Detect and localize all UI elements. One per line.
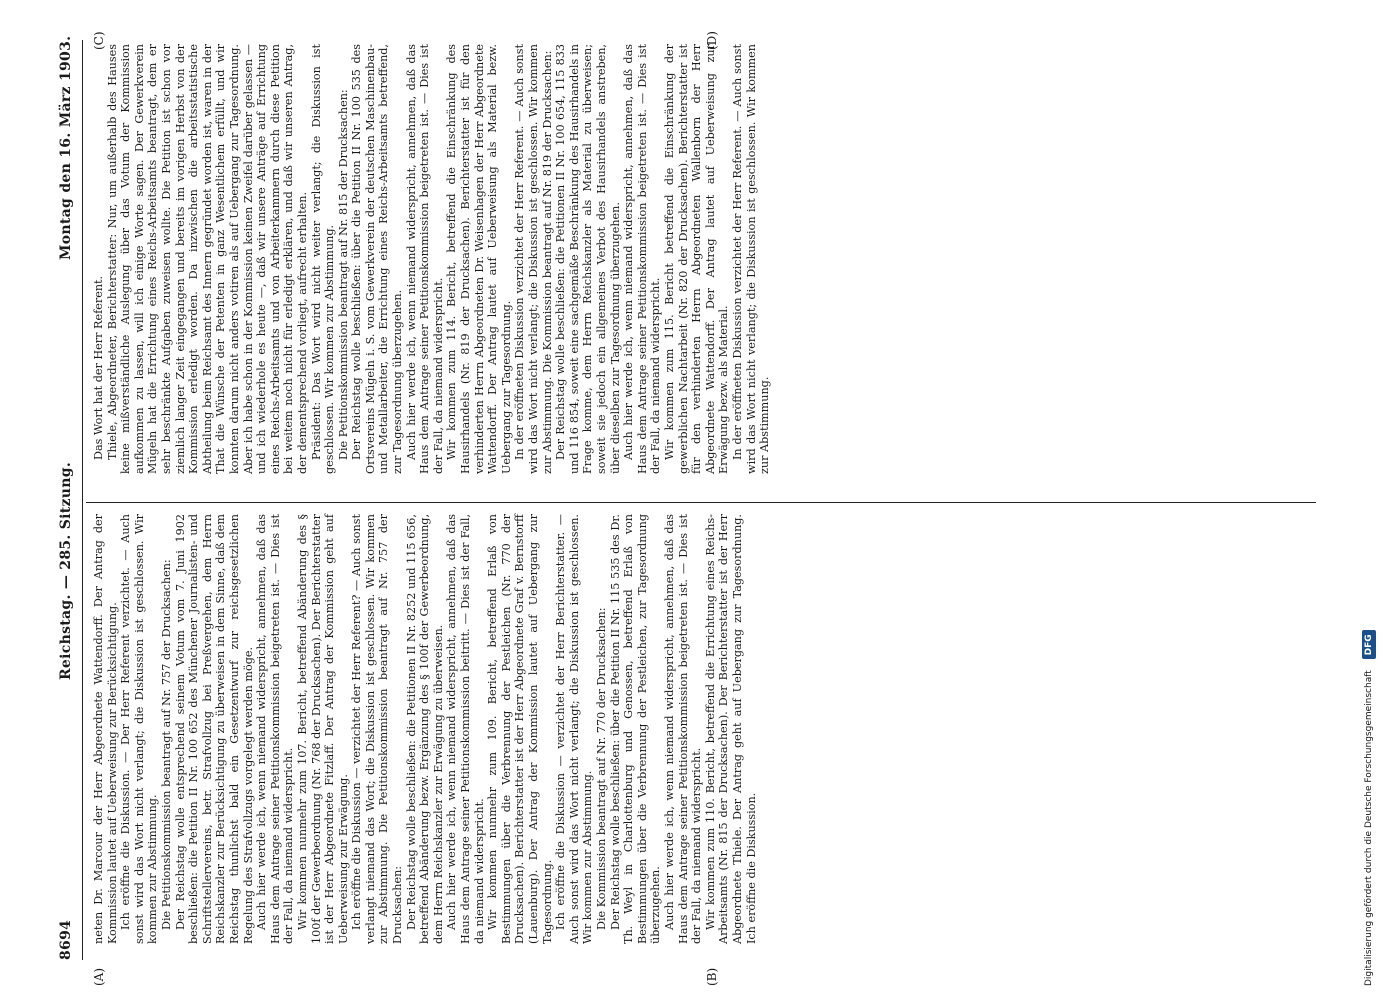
paragraph: Wir kommen nunmehr zum 107. Bericht, betreffend Abänderung des § 100f der Gewerbeordnung (Nr. 768 der Drucksachen). Der Berichterstatter ist der Herr Abgeordnete Fitzlaff. Der Antrag der Kommission geht auf Ueberweisung zur Erwägung. [295,514,350,944]
digitization-credit [1358,0,1380,1000]
paragraph: Die Petitionskommission beantragt auf Nr. 815 der Drucksachen: [336,89,350,460]
paragraph: Der Reichstag wolle entsprechend seinem Votum vom 7. Juni 1902 beschließen: die Petition II Nr. 100 652 des Münchener Journalisten- und Schriftstellervereins, betr. Strafvollzug bei Preßvergehen, dem Herrn Reichskanzler zur Berücksichtigung zu überweisen in dem Sinne, daß dem Reichstag thunlichst bald ein Gesetzentwurf zur reichsgesetzlichen Regelung des Strafvollzugs vorgelegt werden möge. [173,514,255,944]
paragraph: Wir kommen nunmehr zum 109. Bericht, betreffend Erlaß von Bestimmungen über die Verbrennung der Pestleichen (Nr. 770 der Drucksachen). Berichterstatter ist der Herr Abgeordnete Graf v. Bernstorff (Lauenburg). Der Antrag der Kommission lautet auf Uebergang zur Tagesordnung. [486,514,554,944]
paragraph: Der Reichstag wolle beschließen: die Petitionen II Nr. 100 654, 115 833 und 116 854, soweit eine sachgemäße Beschränkung des Hausirhandels in Frage komme, dem Herrn Reichskanzler als Material zu überweisen; soweit sie jedoch ein allgemeines Verbot des Hausirhandels anstreben, über dieselben zur Tagesordnung überzugehen. [554,44,622,474]
paragraph: Auch hier werde ich, wenn niemand widerspricht, annehmen, daß das Haus dem Antrage seiner Petitionskommission beigetreten ist. — Dies ist der Fall, da niemand widerspricht. [622,44,663,474]
column-divider [86,502,1316,503]
paragraph: Auch hier werde ich, wenn niemand widerspricht, annehmen, daß das Haus dem Antrage seiner Petitionskommission beigetreten ist. — Dies ist der Fall, da niemand widerspricht. [404,44,445,474]
paragraph: neten Dr. Marcour der Herr Abgeordnete Wattendorff. Der Antrag der Kommission lautet auf Ueberweisung zur Berücksichtigung. [92,514,119,944]
paragraph: Ich eröffne die Diskussion — verzichtet der Herr Berichterstatter. — Auch sonst wird das Wort nicht verlangt; die Diskussion ist geschlossen. Wir kommen zur Abstimmung. [554,514,595,944]
paragraph: Auch hier werde ich, wenn niemand widerspricht, annehmen, daß das Haus dem Antrage seiner Petitionskommission beigetreten ist. — Dies ist der Fall, da niemand widerspricht. [662,514,704,944]
paragraph: Das Wort hat der Herr Referent. [92,275,105,460]
margin-marker-b: (B) [705,967,719,986]
paragraph: In der eröffneten Diskussion verzichtet der Herr Referent. — Auch sonst wird das Wort nicht verlangt; die Diskussion ist geschlossen. Wir kommen zur Abstimmung. [730,44,772,474]
paragraph: Der Reichstag wolle beschließen: die Petitionen II Nr. 8252 und 115 656, betreffend Abänderung bezw. Ergänzung des § 100f der Gewerbeordnung, dem Herrn Reichskanzler zur Erwägung zu überweisen. [404,514,445,944]
paragraph: Die Kommission beantragt auf Nr. 770 der Drucksachen: [594,607,608,930]
dfg-logo: DFG [1362,630,1376,659]
page-number: 8694 [58,919,74,960]
paragraph: Der Reichstag wolle beschließen: über die Petition II Nr. 100 535 des Ortsvereins Mügeln i. S. vom Gewerkverein der deutschen Maschinenbau- und Metallarbeiter, die Errichtung eines Reichs-Arbeitsamts betreffend, zur Tagesordnung überzugehen. [350,44,405,474]
session-date: Montag den 16. März 1903. [58,35,74,260]
page-header [58,30,80,960]
left-column [92,514,758,944]
paragraph: Die Petitionskommission beantragt auf Nr. 757 der Drucksachen: [159,559,173,930]
paragraph: Thiele, Abgeordneter, Berichterstatter: Nur, um außerhalb des Hauses keine mißverständliche Auslegung über das Votum der Kommission aufkommen zu lassen, will ich einige Worte sagen. Der Gewerkverein Mügeln hat die Errichtung eines Reichs-Arbeitsamts beantragt, dem er sehr beschränkte Aufgaben zuweisen wollte. Die Petition ist schon vor ziemlich langer Zeit eingegangen und bereits im vorigen Herbst von der Kommission erledigt worden. Da inzwischen die arbeitsstatistische Abtheilung beim Reichsamt des Innern gegründet worden ist, waren in der That die Wünsche der Petenten in ganz Wesentlichem erfüllt, und wir konnten darum nicht anders votiren als auf Uebergang zur Tagesordnung. Aber ich habe schon in der Kommission keinen Zweifel darüber gelassen — und ich wiederhole es heute —, daß wir unsere Anträge auf Errichtung eines Reichs-Arbeitsamts und von Arbeiterkammern durch diese Petition bei weitem noch nicht für erledigt erklären, und daß wir unseren Antrag, der dementsprechend vorliegt, aufrecht erhalten. [105,44,309,474]
paragraph: Wir kommen zum 114. Bericht, betreffend die Einschränkung des Hausirhandels (Nr. 819 der Drucksachen). Berichterstatter ist für den verhinderten Herrn Abgeordneten Dr. Weisenhagen der Herr Abgeordnete Wattendorff. Der Antrag lautet auf Ueberweisung als Material bezw. Uebergang zur Tagesordnung. [445,44,513,474]
paragraph: Der Reichstag wolle beschließen: über die Petition II Nr. 115 535 des Dr. Th. Weyl in Charlottenburg und Genossen, betreffend Erlaß von Bestimmungen über die Verbrennung der Pestleichen, zur Tagesordnung überzugehen. [608,514,663,944]
paragraph: In der eröffneten Diskussion verzichtet der Herr Referent. — Auch sonst wird das Wort nicht verlangt; die Diskussion ist geschlossen. Wir kommen zur Abstimmung. Die Kommission beantragt auf Nr. 819 der Drucksachen: [513,44,554,474]
paragraph: Präsident: Das Wort wird nicht weiter verlangt; die Diskussion ist geschlossen. Wir kommen zur Abstimmung. [309,44,337,474]
credit-text: Digitalisierung gefördert durch die Deutsche Forschungsgemeinschaft [1364,670,1374,986]
margin-marker-d: (D) [705,31,719,50]
margin-marker-a: (A) [92,967,106,986]
right-column [92,44,772,474]
header-rule [82,40,83,960]
session-title: Reichstag. — 285. Sitzung. [58,461,74,680]
paragraph: Auch hier werde ich, wenn niemand widerspricht, annehmen, daß das Haus dem Antrage seiner Petitionskommission beigetreten ist. — Dies ist der Fall, da niemand widerspricht. [255,514,296,944]
paragraph: Auch hier werde ich, wenn niemand widerspricht, annehmen, daß das Haus dem Antrage seiner Petitionskommission beitritt. — Dies ist der Fall, da niemand widerspricht. [445,514,486,944]
paragraph: Wir kommen zum 115. Bericht betreffend die Einschränkung der gewerblichen Nachtarbeit (Nr. 820 der Drucksachen). Berichterstatter ist für den verhinderten Herrn Abgeordneten Wallenborn der Herr Abgeordnete Wattendorff. Der Antrag lautet auf Ueberweisung zur Erwägung bezw. als Material. [662,44,731,474]
paragraph: Ich eröffne die Diskussion — verzichtet der Herr Referent? — Auch sonst verlangt niemand das Wort; die Diskussion ist geschlossen. Wir kommen zur Abstimmung. Die Petitionskommission beantragt auf Nr. 757 der Drucksachen: [350,514,405,944]
paragraph: Ich eröffne die Diskussion. — Der Herr Referent verzichtet. — Auch sonst wird das Wort nicht verlangt; die Diskussion ist geschlossen. Wir kommen zur Abstimmung. [119,514,160,944]
margin-marker-c: (C) [92,31,106,50]
paragraph: Wir kommen zum 110. Bericht, betreffend die Errichtung eines Reichs-Arbeitsamts (Nr. 815 der Drucksachen). Der Berichterstatter ist der Herr Abgeordnete Thiele. Der Antrag geht auf Uebergang zur Tagesordnung. Ich eröffne die Diskussion. [703,514,758,944]
